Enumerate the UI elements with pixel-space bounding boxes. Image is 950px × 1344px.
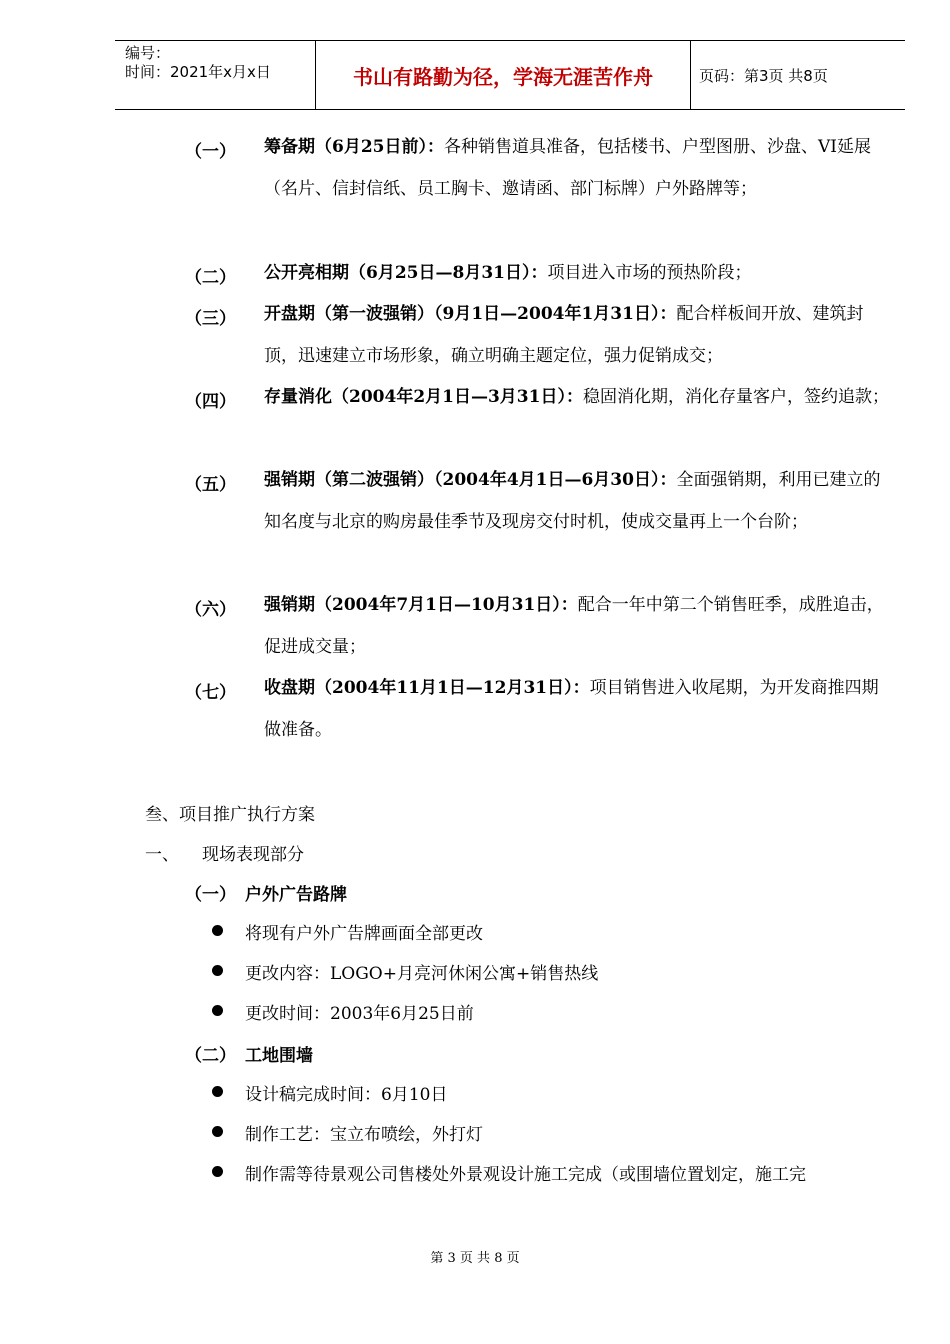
header-meta [125,41,315,112]
phase-number: （三） [185,309,236,329]
phase-title: 开盘期（第一波强销）（9月1日—2004年1月31日）： [264,304,677,324]
bullet-text: 更改时间：2003年6月25日前 [245,1004,474,1024]
phase-text [264,459,894,543]
bullet-text: 制作需等待景观公司售楼处外景观设计施工完成（或围墙位置划定，施工完 [245,1165,806,1185]
phase-body: 项目进入市场的预热阶段； [547,263,752,283]
phase-body: 各种销售道具准备，包括楼书、户型图册、沙盘、VI延展（名片、信封信纸、员工胸卡、邀请函、部门标牌）户外路牌等； [264,137,871,199]
page-header [115,40,905,110]
phase-text [264,293,894,377]
phase-text [264,584,894,668]
phase-number: （二） [185,268,236,288]
bullet-text: 将现有户外广告牌画面全部更改 [245,924,483,944]
group-title: 户外广告路牌 [245,885,347,905]
bullet-icon [212,1126,223,1137]
time-label: 时间：2021年x月x日 [125,63,271,81]
phase-title: 存量消化（2004年2月1日—3月31日）： [264,387,583,407]
header-motto: 书山有路勤为径，学海无涯苦作舟 [315,41,691,109]
phase-number: （七） [185,683,236,703]
phase-body: 全面强销期，利用已建立的知名度与北京的购房最佳季节及现房交付时机，使成交量再上一个台阶； [264,470,881,532]
bullet-text: 更改内容：LOGO+月亮河休闲公寓+销售热线 [245,964,599,984]
subsection-title: 现场表现部分 [202,845,304,865]
phase-body: 项目销售进入收尾期，为开发商推四期做准备。 [264,678,879,740]
bullet-text: 设计稿完成时间：6月10日 [245,1085,448,1105]
subsection-number: 一、 [145,845,179,865]
group-number: （一） [185,885,236,905]
phase-number: （六） [185,600,236,620]
page-footer: 第 3 页 共 8 页 [430,1251,520,1266]
bullet-icon [212,1086,223,1097]
bullet-icon [212,965,223,976]
bullet-text: 制作工艺：宝立布喷绘，外打灯 [245,1125,483,1145]
phase-text [264,376,894,418]
phase-number: （五） [185,475,236,495]
phase-text [264,252,894,294]
phase-text [264,126,894,210]
phase-title: 公开亮相期（6月25日—8月31日）： [264,263,548,283]
phase-number: （一） [185,142,236,162]
section-title: 叁、项目推广执行方案 [145,805,315,825]
header-page-label: 页码：第3页 共8页 [699,66,828,85]
phase-title: 收盘期（2004年11月1日—12月31日）： [264,678,590,698]
phase-title: 强销期（2004年7月1日—10月31日）： [264,595,578,615]
group-number: （二） [185,1046,236,1066]
group-title: 工地围墙 [245,1046,313,1066]
phase-body: 配合样板间开放、建筑封顶，迅速建立市场形象，确立明确主题定位，强力促销成交； [264,304,864,366]
serial-label: 编号： [125,44,171,62]
phase-body: 配合一年中第二个销售旺季，成胜追击，促进成交量； [264,595,884,657]
phase-text [264,667,894,751]
phase-title: 筹备期（6月25日前）： [264,137,444,157]
phase-number: （四） [185,392,236,412]
bullet-icon [212,1005,223,1016]
phase-title: 强销期（第二波强销）（2004年4月1日—6月30日）： [264,470,677,490]
bullet-icon [212,1166,223,1177]
bullet-icon [212,925,223,936]
phase-body: 稳固消化期，消化存量客户，签约追款； [582,387,889,407]
